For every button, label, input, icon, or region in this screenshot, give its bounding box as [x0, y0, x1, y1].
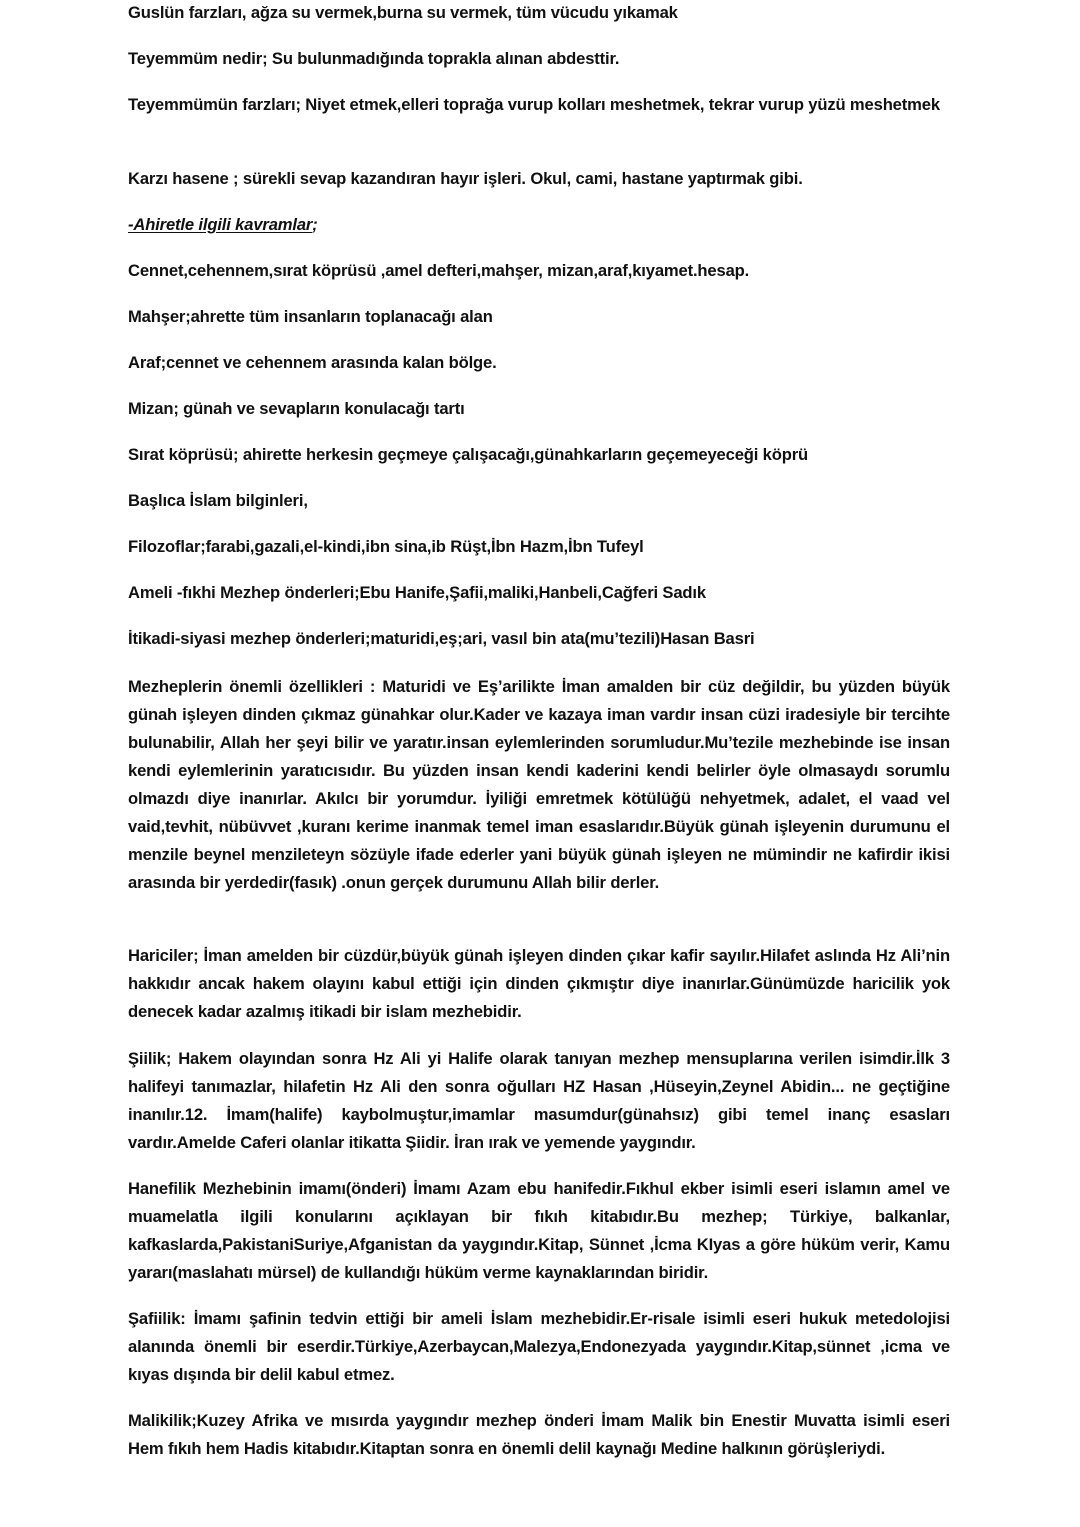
paragraph-hanefilik: Hanefilik Mezhebinin imamı(önderi) İmamı Azam ebu hanifedir.Fıkhul ekber isimli eseri islamın amel ve muamelatla ilgili konularını açıklayan bir fıkıh kitabıdır.Bu mezhep; Türkiye, balkanlar, kafkaslarda,PakistaniSuriye,Afganistan da yaygındır.Kitap, Sünnet ,İcma KIyas a göre hüküm verir, Kamu yararı(maslahatı mürsel) de kullandığı hüküm verme kaynaklarından biridir.: [128, 1179, 950, 1282]
paragraph-bilginler: Başlıca İslam bilginleri,: [128, 491, 308, 510]
paragraph-teyemmum-nedir: Teyemmüm nedir; Su bulunmadığında toprakla alınan abdesttir.: [128, 49, 620, 68]
paragraph-karzi-hasene: Karzı hasene ; sürekli sevap kazandıran hayır işleri. Okul, cami, hastane yaptırmak gibi.: [128, 169, 803, 188]
paragraph-siilik: Şiilik; Hakem olayından sonra Hz Ali yi Halife olarak tanıyan mezhep mensuplarına verilen isimdir.İlk 3 halifeyi tanımazlar, hilafetin Hz Ali den sonra oğulları HZ Hasan ,Hüseyin,Zeynel Abidin... ne geçtiğine inanılır.12. İmam(halife) kaybolmuştur,imamlar masumdur(günahsız) gibi temel inanç esasları vardır.Amelde Caferi olanlar itikatta Şiidir. İran ırak ve yemende yaygındır.: [128, 1049, 950, 1152]
paragraph-gusl-farzlari: Guslün farzları, ağza su vermek,burna su vermek, tüm vücudu yıkamak: [128, 3, 678, 22]
paragraph-itikadi-siyasi: İtikadi-siyasi mezhep önderleri;maturidi,eş;ari, vasıl bin ata(mu’tezili)Hasan Basri: [128, 629, 755, 648]
section-heading-ahiret: [128, 211, 950, 239]
section-heading-text: -Ahiretle ilgili kavramlar: [128, 215, 313, 234]
paragraph-mezheplerin-ozellikleri: Mezheplerin önemli özellikleri : Maturidi ve Eş’arilikte İman amalden bir cüz değildir, bu yüzden büyük günah işleyen dinden çıkmaz günahkar olur.Kader ve kazaya iman vardır insan cüzi iradesiyle bir tercihte bulunabilir, Allah her şeyi bilir ve yaratır.insan eylemlerinden sorumludur.Mu’tezile mezhebinde ise insan kendi eylemlerinin yaratıcısıdır. Bu yüzden insan kendi kaderini kendi belirler öyle olmasaydı sorumlu olmazdı diye inanırlar. Akılcı bir yorumdur. İyiliği emretmek kötülüğü nehyetmek, adalet, el vaad vel vaid,tevhit, nübüvvet ,kuranı kerime inanmak temel iman esaslarıdır.Büyük günah işleyenin durumunu el menzile beynel menzileteyn sözüyle ifade ederler yani büyük günah işleyen ne mümindir ne kafirdir ikisi arasında bir yerdedir(fasık) .onun gerçek durumunu Allah bilir derler.: [128, 677, 950, 892]
paragraph-filozoflar: Filozoflar;farabi,gazali,el-kindi,ibn sina,ib Rüşt,İbn Hazm,İbn Tufeyl: [128, 537, 644, 556]
paragraph-kavramlar-listesi: Cennet,cehennem,sırat köprüsü ,amel defteri,mahşer, mizan,araf,kıyamet.hesap.: [128, 261, 750, 280]
paragraph-sirat: Sırat köprüsü; ahirette herkesin geçmeye çalışacağı,günahkarların geçemeyeceği köprü: [128, 445, 809, 464]
section-heading-suffix: ;: [312, 215, 318, 234]
paragraph-araf: Araf;cennet ve cehennem arasında kalan bölge.: [128, 353, 497, 372]
paragraph-hariciler: Hariciler; İman amelden bir cüzdür,büyük günah işleyen dinden çıkar kafir sayılır.Hilafet aslında Hz Ali’nin hakkıdır ancak hakem olayını kabul ettiği için dinden çıkmıştır diye inanırlar.Günümüzde haricilik yok denecek kadar azalmış itikadi bir islam mezhebidir.: [128, 946, 950, 1021]
paragraph-malikilik: Malikilik;Kuzey Afrika ve mısırda yaygındır mezhep önderi İmam Malik bin Enestir Muvatta isimli eseri Hem fıkıh hem Hadis kitabıdır.Kitaptan sonra en önemli delil kaynağı Medine halkının görüşleriydi.: [128, 1411, 950, 1458]
paragraph-mahser: Mahşer;ahrette tüm insanların toplanacağı alan: [128, 307, 493, 326]
paragraph-ameli-fikhi: Ameli -fıkhi Mezhep önderleri;Ebu Hanife,Şafii,maliki,Hanbeli,Cağferi Sadık: [128, 583, 706, 602]
paragraph-teyemmum-farzlari: Teyemmümün farzları; Niyet etmek,elleri toprağa vurup kolları meshetmek, tekrar vurup yüzü meshetmek: [128, 95, 940, 114]
paragraph-mizan: Mizan; günah ve sevapların konulacağı tartı: [128, 399, 465, 418]
paragraph-safiilik: Şafiilik: İmamı şafinin tedvin ettiği bir ameli İslam mezhebidir.Er-risale isimli eseri hukuk metedolojisi alanında önemli bir eserdir.Türkiye,Azerbaycan,Malezya,Endonezyada yaygındır.Kitap,sünnet ,icma ve kıyas dışında bir delil kabul etmez.: [128, 1309, 950, 1384]
